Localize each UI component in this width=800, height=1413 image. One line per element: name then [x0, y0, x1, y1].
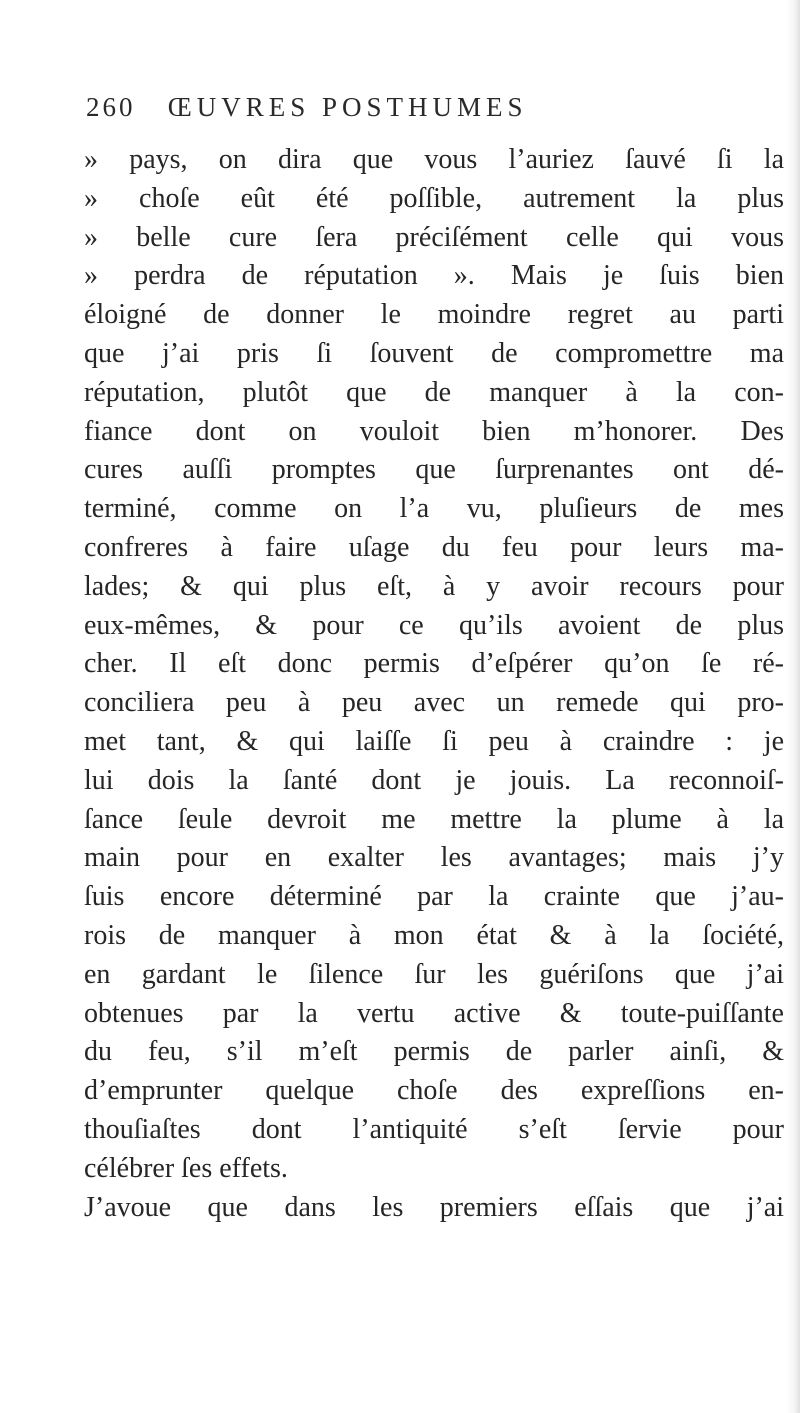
text-line: met tant, & qui laiſſe ſi peu à craindre : je [84, 725, 784, 757]
text-line: éloigné de donner le moindre regret au parti [84, 299, 784, 331]
text-line: réputation, plutôt que de manquer à la con- [84, 376, 784, 408]
text-line: fiance dont on vouloit bien m’honorer. Des [84, 415, 784, 447]
text-line: ſance ſeule devroit me mettre la plume à la [84, 803, 784, 835]
text-line: lui dois la ſanté dont je jouis. La reconnoiſ- [84, 764, 784, 796]
text-line: ſuis encore déterminé par la crainte que j’au- [84, 881, 784, 913]
text-line: rois de manquer à mon état & à la ſociété, [84, 919, 784, 951]
text-line: terminé, comme on l’a vu, pluſieurs de mes [84, 493, 784, 525]
text-line: en gardant le ſilence ſur les guériſons que j’ai [84, 958, 784, 990]
text-line: confreres à faire uſage du feu pour leurs ma- [84, 531, 784, 563]
page-edge-shadow [786, 0, 800, 1413]
text-line: cher. Il eſt donc permis d’eſpérer qu’on ſe ré- [84, 648, 784, 680]
text-line: eux-mêmes, & pour ce qu’ils avoient de plus [84, 609, 784, 641]
text-line: » pays, on dira que vous l’auriez ſauvé ſi la [84, 144, 784, 175]
text-line: lades; & qui plus eſt, à y avoir recours pour [84, 570, 784, 602]
text-line: conciliera peu à peu avec un remede qui pro- [84, 687, 784, 719]
text-line: » perdra de réputation ». Mais je ſuis bien [84, 260, 784, 292]
text-line: d’emprunter quelque choſe des expreſſions en- [84, 1075, 784, 1107]
page-number: 260 [86, 92, 136, 122]
text-line: du feu, s’il m’eſt permis de parler ainſi, & [84, 1036, 784, 1068]
body-text [84, 141, 784, 1227]
text-line: main pour en exalter les avantages; mais j’y [84, 842, 784, 874]
page-header [86, 92, 786, 132]
running-title: ŒUVRES POSTHUMES [167, 92, 528, 122]
text-line: » belle cure ſera préciſément celle qui vous [84, 221, 784, 253]
text-line-paragraph-end: célébrer ſes effets. [84, 1152, 288, 1184]
text-line: cures auſſi promptes que ſurprenantes ont dé- [84, 454, 784, 486]
text-line: que j’ai pris ſi ſouvent de compromettre ma [84, 337, 784, 369]
text-line-paragraph-start: J’avoue que dans les premiers eſſais que j’ai [84, 1191, 784, 1223]
text-line: obtenues par la vertu active & toute-puiſſante [84, 997, 784, 1029]
text-line: » choſe eût été poſſible, autrement la plus [84, 182, 784, 214]
text-line: thouſiaſtes dont l’antiquité s’eſt ſervie pour [84, 1113, 784, 1145]
